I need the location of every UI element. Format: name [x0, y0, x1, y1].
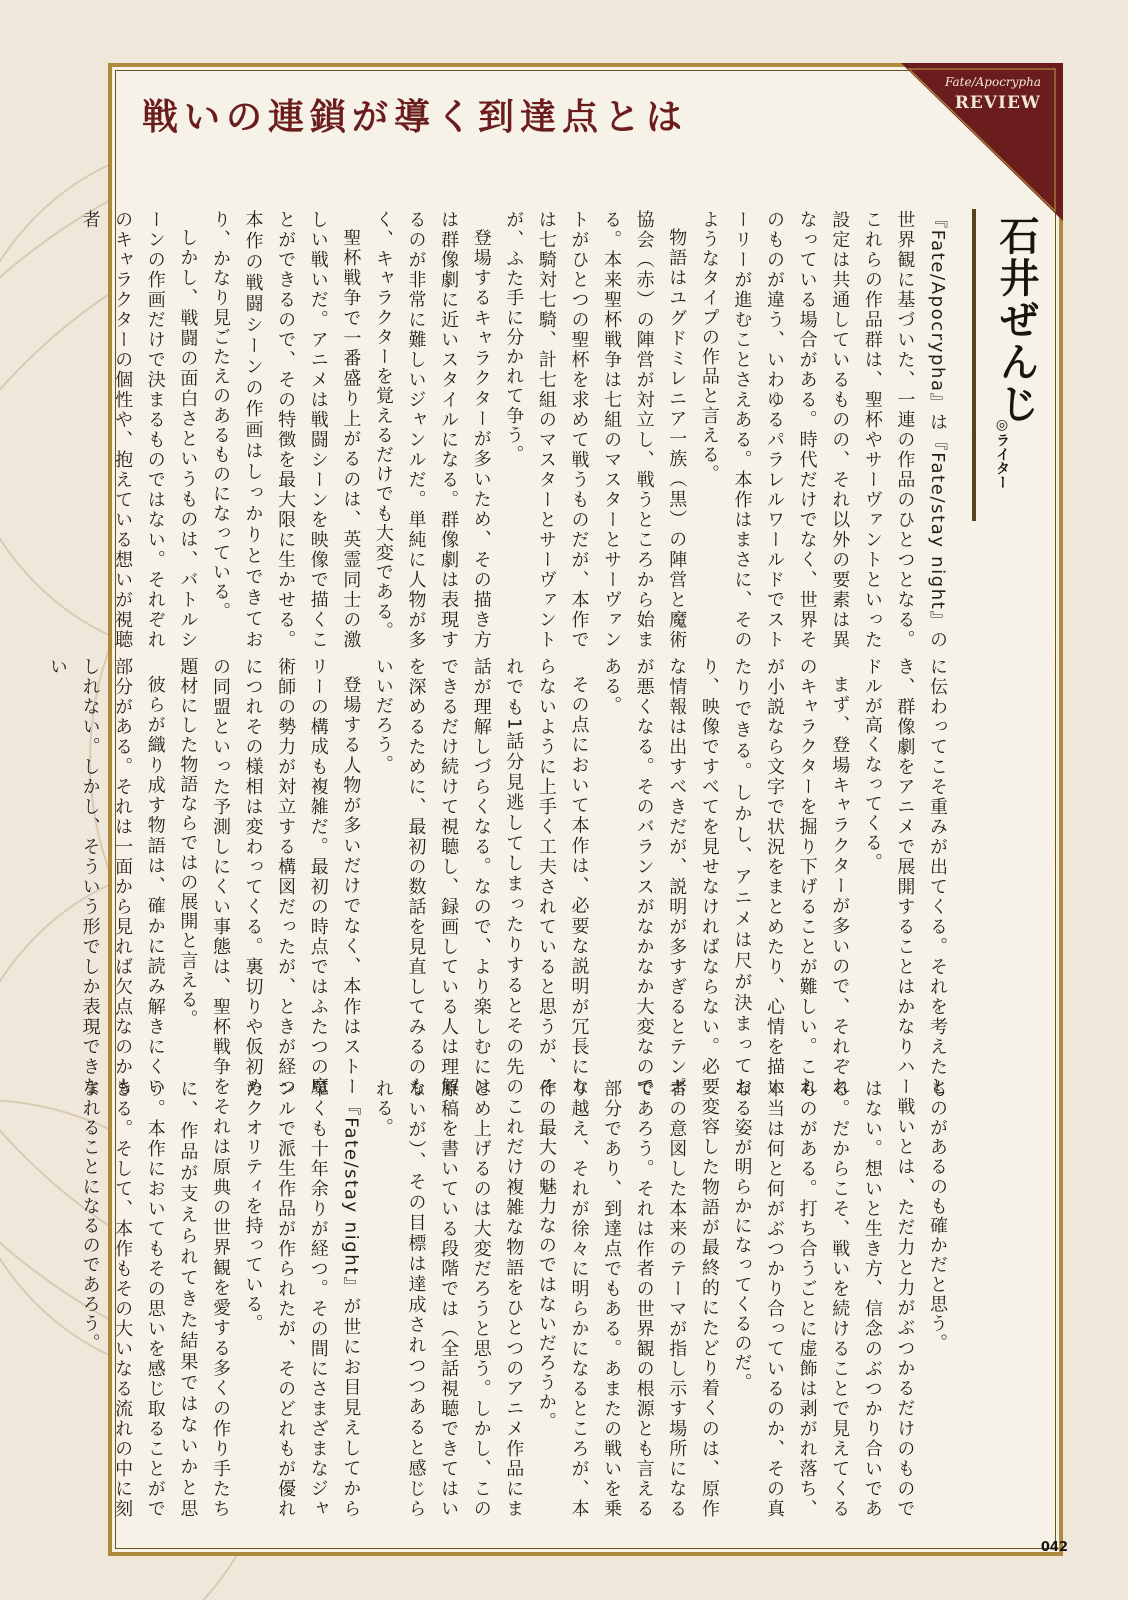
- page-number: 042: [1040, 1540, 1068, 1555]
- paragraph: その点において本作は、必要な説明が冗長にならないように上手く工夫されていると思うが、それでも1話分見逃してしまったりするとその先の話が理解しづらくなる。なので、より楽しむにはできるだけ続けて視聴し、録画している人は理解を深めるために、最初の数話を見直してみるのもいいだろう。: [372, 657, 590, 1097]
- author-role: ◎ライター: [994, 417, 1010, 489]
- paragraph: 『Fate/stay night』が世にお目見えしてから早くも十年余りが経つ。その間にさまざまなジャンルで派生作品が作られたが、そのどれもが優れたクオリティを持っている。: [242, 1079, 362, 1519]
- paragraph: しかし、戦闘の面白さというものは、バトルシーンの作画だけで決まるものではない。それぞれのキャラクターの個性や、抱えている想いが視聴者: [79, 210, 199, 650]
- paragraph: 彼らが織り成す物語は、確かに読み解きにくい部分がある。それは一面から見れば欠点なのかもしれない。しかし、そういう形でしか表現できない: [46, 657, 166, 1097]
- paragraph: ものがあるのも確かだと思う。: [927, 1079, 948, 1354]
- article-frame: [46, 63, 1063, 1556]
- article-title: 戦いの連鎖が導く到達点とは: [142, 96, 689, 138]
- article-column-2: [46, 657, 953, 1097]
- paragraph: 登場する人物が多いだけでなく、本作はストーリーの構成も複雑だ。最初の時点ではふたつの魔術師の勢力が対立する構図だったが、ときが経つにつれその様相は変わってくる。裏切りや仮初めの同盟といった予測しにくい事態は、聖杯戦争を題材にした物語ならではの展開と言える。: [177, 657, 362, 1097]
- paragraph: 登場するキャラクターが多いため、その描き方は群像劇に近いスタイルになる。群像劇は表現するのが非常に難しいジャンルだ。単純に人物が多く、キャラクターを覚えるだけでも大変である。: [372, 210, 492, 650]
- review-label: REVIEW: [954, 93, 1041, 113]
- article-column-1: [79, 210, 953, 650]
- paragraph: 聖杯戦争で一番盛り上がるのは、英霊同士の激しい戦いだ。アニメは戦闘シーンを映像で描くことができるので、その特徴を最大限に生かせる。本作の戦闘シーンの作画はしっかりとできており、かなり見ごたえのあるものになっている。: [209, 210, 362, 650]
- paragraph: まず、登場キャラクターが多いので、それぞれのキャラクターを掘り下げることが難しい。これが小説なら文字で状況をまとめたり、心情を描いたりできる。しかし、アニメは尺が決まっており、映像ですべてを見せなければならない。必要な情報は出すべきだが、説明が多すぎるとテンポが悪くなる。そのバランスがなかなか大変なのである。: [601, 657, 851, 1097]
- paragraph: 物語はユグドミレニア一族（黒）の陣営と魔術協会（赤）の陣営が対立し、戦うところから始まる。本来聖杯戦争は七組のマスターとサーヴァントがひとつの聖杯を求めて戦うものだが、本作では七騎対七騎、計七組のマスターとサーヴァントが、ふた手に分かれて争う。: [503, 210, 688, 650]
- author-divider: [972, 209, 976, 521]
- paragraph: に伝わってこそ重みが出てくる。それを考えたとき、群像劇をアニメで展開することはかなりハードルが高くなってくる。: [861, 657, 948, 1097]
- paragraph: 戦いとは、ただ力と力がぶつかるだけのものではない。想いと生き方、信念のぶつかり合いである。だからこそ、戦いを続けることで見えてくるものがある。打ち合うごとに虚飾は剥がれ落ち、本当は何と何がぶつかり合っているのか、その真なる姿が明らかになってくるのだ。: [731, 1079, 916, 1519]
- article-column-3: [79, 1079, 953, 1519]
- author-name: 石井ぜんじ: [993, 215, 1040, 425]
- paragraph: 『Fate/Apocrypha』は『Fate/stay night』の世界観に基づいた、一連の作品のひとつとなる。これらの作品群は、聖杯やサーヴァントといった設定は共通しているものの、それ以外の要素は異なっている場合がある。時代だけでなく、世界そのものが違う、いわゆるパラレルワールドでストーリーが進むことさえある。本作はまさに、そのようなタイプの作品と言える。: [698, 210, 948, 650]
- brand-label: Fate/Apocrypha: [944, 75, 1041, 89]
- paragraph: 変容した物語が最終的にたどり着くのは、原作者の意図した本来のテーマが指し示す場所になるであろう。それは作者の世界観の根源とも言える部分であり、到達点でもある。あまたの戦いを乗り越え、それが徐々に明らかになるところが、本作の最大の魅力なのではないだろうか。: [535, 1079, 720, 1519]
- paragraph: これだけ複雑な物語をひとつのアニメ作品にまとめ上げるのは大変だろうと思う。しかし、この原稿を書いている段階では（全話視聴できてはいないが）、その目標は達成されつつあると感じられる。: [372, 1079, 525, 1519]
- paragraph: それは原典の世界観を愛する多くの作り手たちに、作品が支えられてきた結果ではないかと思う。本作においてもその思いを感じ取ることができる。そして、本作もその大いなる流れの中に刻まれることになるのであろう。: [79, 1079, 231, 1519]
